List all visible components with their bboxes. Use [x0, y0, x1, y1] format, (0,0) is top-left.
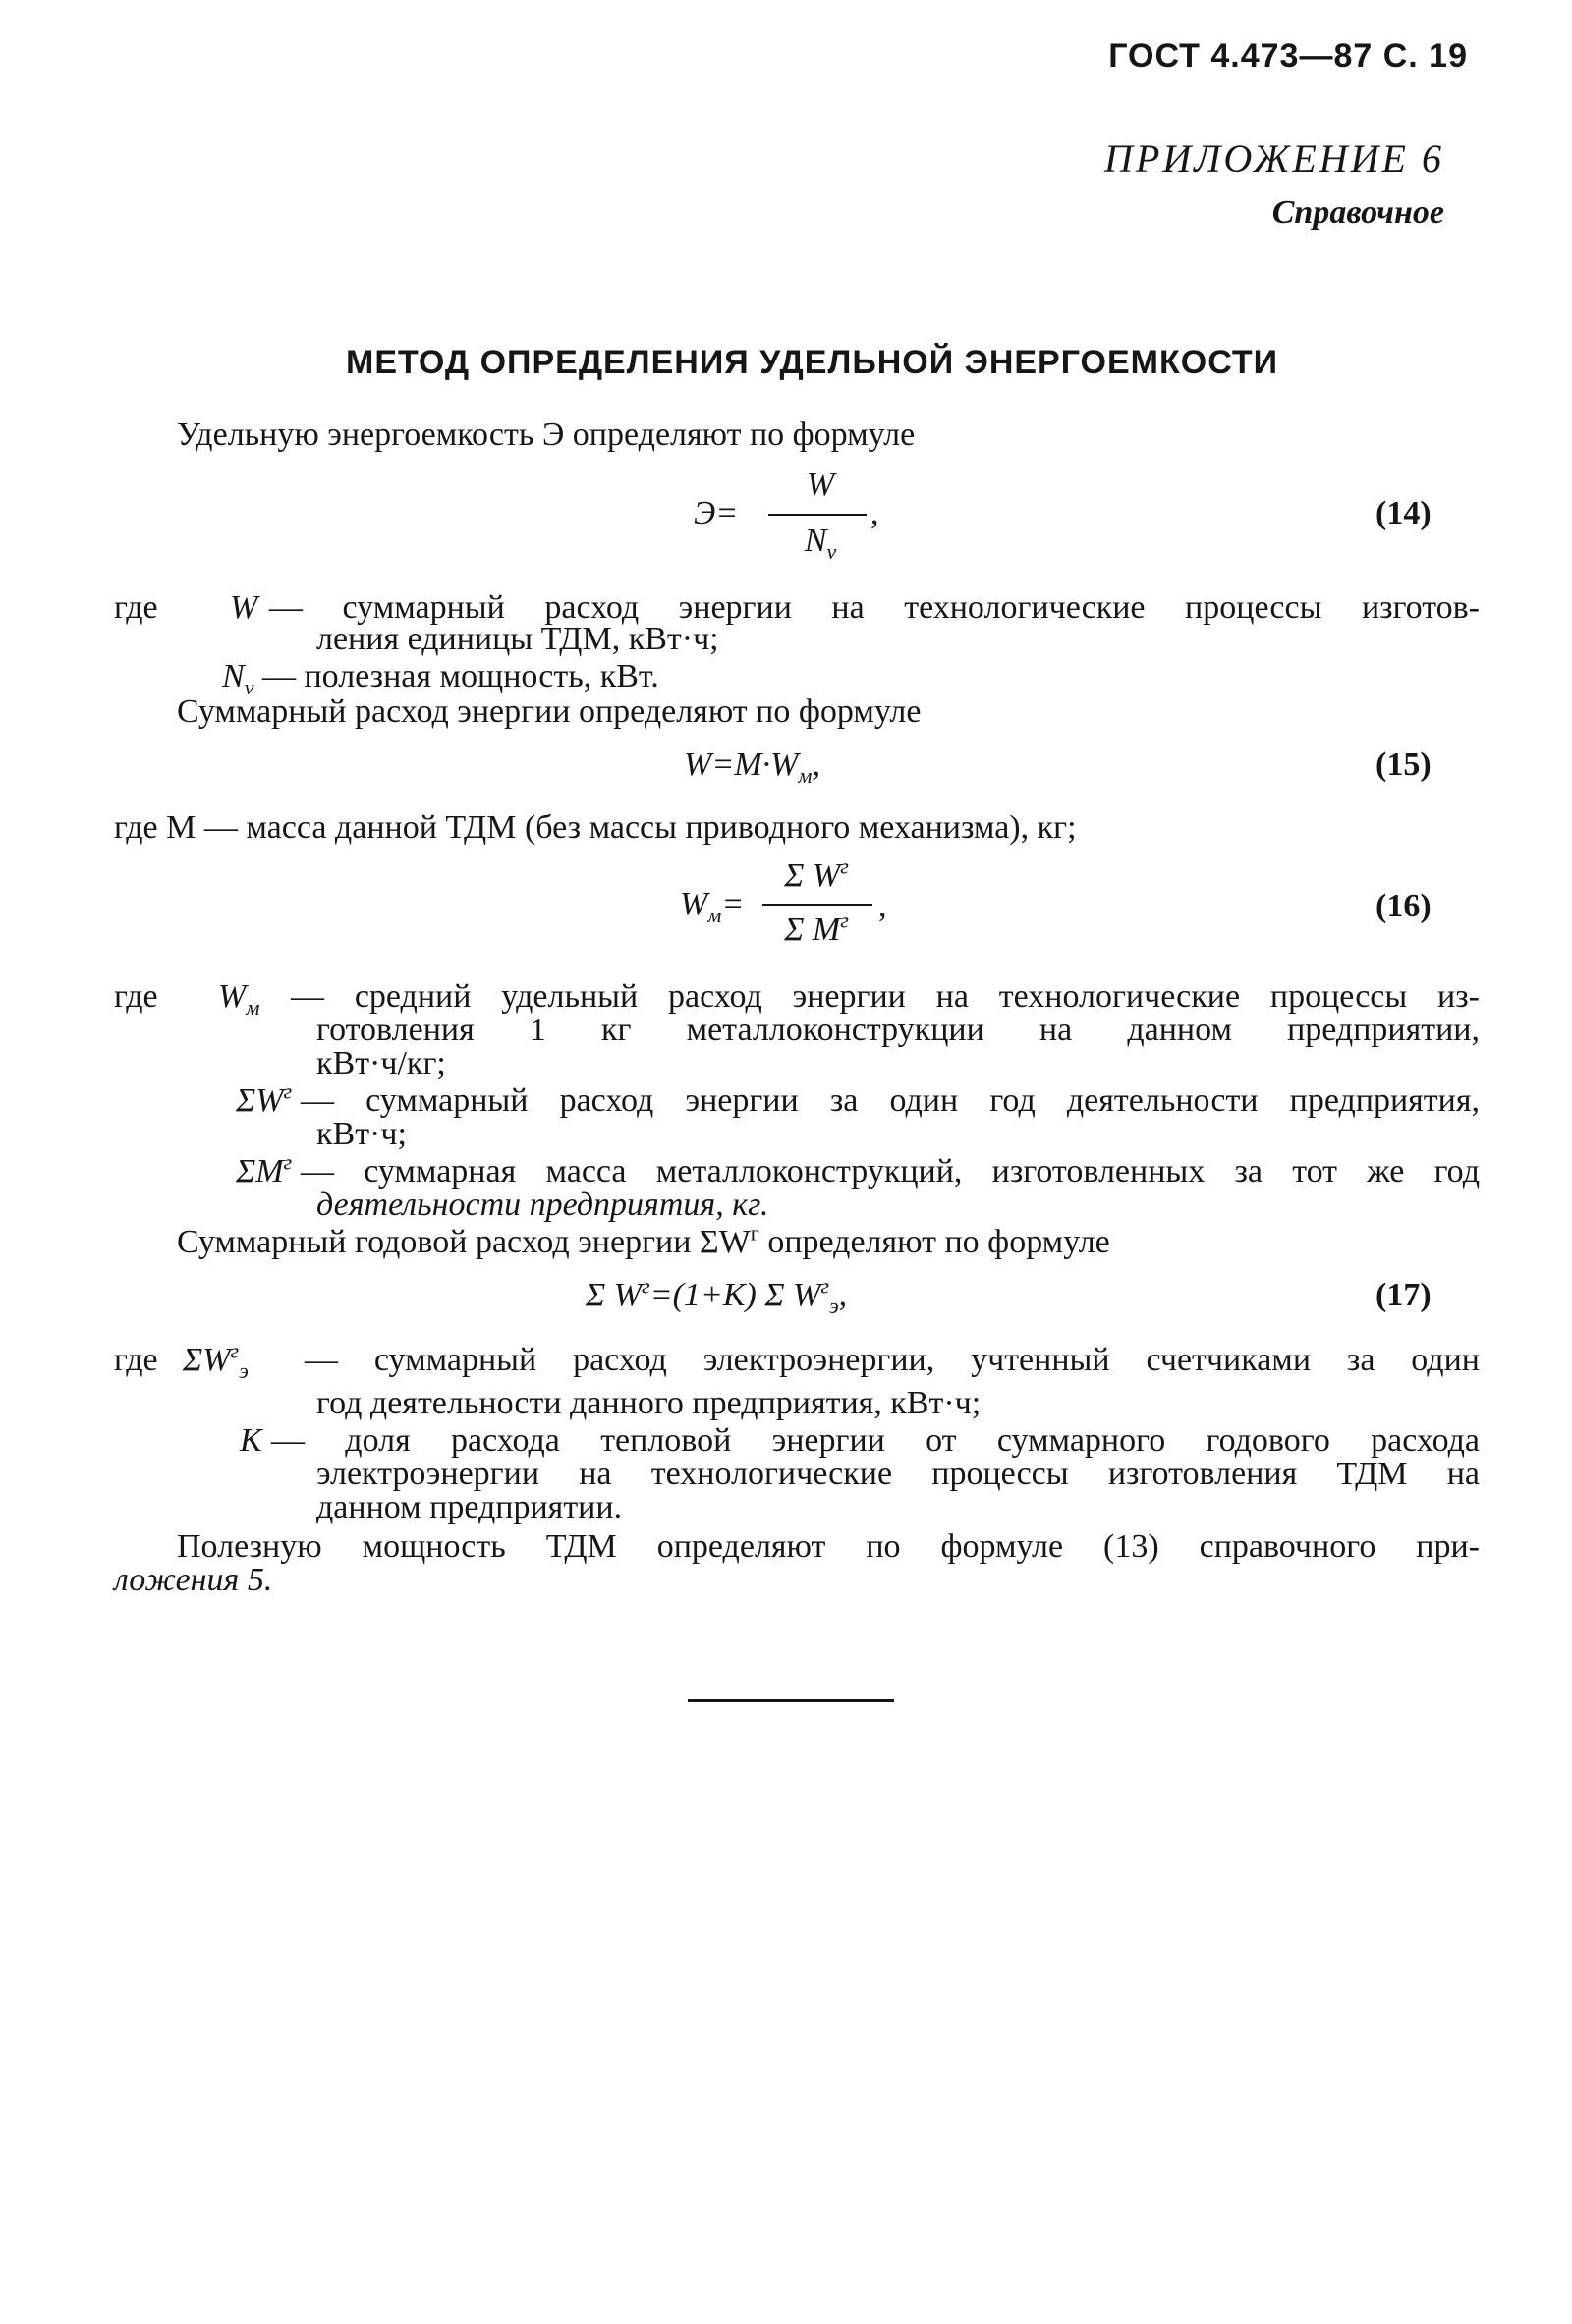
gost-reference: ГОСТ 4.473—87 С. 19 [1108, 37, 1468, 75]
def-16-wm-line3: кВт·ч/кг; [316, 1045, 446, 1081]
def-14-w-line2: ления единицы ТДМ, кВт·ч; [316, 621, 719, 657]
formula-14-denominator: $N_v$ [804, 523, 837, 564]
section-title: МЕТОД ОПРЕДЕЛЕНИЯ УДЕЛЬНОЙ ЭНЕРГОЕМКОСТИ [346, 344, 1279, 381]
appendix-type: Справочное [1271, 194, 1444, 231]
def-17-k-line1: — доля расхода тепловой энергии от суммарного годового расхода [271, 1422, 1480, 1459]
formula-14-numerator: W [806, 467, 835, 503]
formula-15-intro: Суммарный расход энергии определяют по формуле [177, 693, 922, 730]
where-label-2: где [114, 978, 158, 1015]
def-16-sw-line2: кВт·ч; [316, 1116, 407, 1152]
def-16-sm-symbol: $\Sigma M^г$ [236, 1149, 293, 1190]
formula-16-denominator: Σ $M^г$ [784, 908, 849, 948]
def-15: где М — масса данной ТДМ (без массы приводного механизма), кг; [114, 809, 1077, 846]
formula-15-body: $W=M\cdot W_м$, [684, 747, 820, 788]
def-17-line2: год деятельности данного предприятия, кВт·ч; [316, 1385, 982, 1421]
formula-17-intro: Суммарный годовой расход энергии $\Sigma W^г$ определяют по формуле [177, 1220, 1110, 1260]
def-16-wm-line1: — средний удельный расход энергии на технологические процессы из- [291, 978, 1480, 1015]
formula-14-intro: Удельную энергоемкость Э определяют по формуле [177, 416, 916, 453]
formula-17-body: Σ $W^г=(1+K)$ Σ $W^г_э$, [586, 1273, 848, 1318]
def-16-sm-line2: деятельности предприятия, кг. [316, 1187, 769, 1223]
def-17-symbol: $\Sigma W^г_э$ [183, 1338, 249, 1383]
def-14-nv: $N_v$ — полезная мощность, кВт. [222, 658, 659, 699]
def-17-k-line2: электроэнергии на технологические процессы изготовления ТДМ на [316, 1456, 1480, 1492]
formula-17-number: (17) [1376, 1277, 1432, 1313]
end-rule [688, 1699, 894, 1702]
def-14-w-line1: — суммарный расход энергии на технологические процессы изготов- [269, 589, 1480, 626]
def-16-sm-line1: — суммарная масса металлоконструкций, изготовленных за тот же год [301, 1153, 1480, 1190]
formula-14-comma: , [870, 495, 879, 531]
formula-14-lhs: Э= [694, 495, 739, 531]
def-17-k-symbol: K [240, 1422, 262, 1459]
appendix-number: ПРИЛОЖЕНИЕ 6 [1104, 137, 1444, 181]
formula-16-fraction-bar [762, 904, 872, 906]
closing-line1: Полезную мощность ТДМ определяют по формуле (13) справочного при- [177, 1528, 1480, 1565]
formula-16-lhs: $W_м=$ [680, 886, 745, 927]
where-label: где [114, 589, 158, 626]
formula-14-fraction-bar [768, 514, 867, 516]
formula-16-number: (16) [1376, 888, 1432, 924]
def-16-sw-symbol: $\Sigma W^г$ [236, 1079, 293, 1119]
def-16-sw-line1: — суммарный расход энергии за один год деятельности предприятия, [301, 1082, 1480, 1119]
def-17-line1: — суммарный расход электроэнергии, учтенный счетчиками за один [305, 1342, 1480, 1378]
formula-14-number: (14) [1376, 495, 1432, 531]
def-16-wm-symbol: $W_м$ [218, 978, 260, 1020]
def-16-wm-line2: готовления 1 кг металлоконструкции на данном предприятии, [316, 1012, 1480, 1048]
formula-15-number: (15) [1376, 747, 1432, 783]
def-17-k-line3: данном предприятии. [316, 1489, 623, 1525]
def-14-w-symbol: W [230, 589, 258, 626]
where-label-3: где [114, 1342, 158, 1378]
formula-16-numerator: Σ $W^г$ [784, 854, 849, 894]
formula-16-comma: , [878, 888, 887, 924]
closing-line2: ложения 5. [114, 1562, 273, 1598]
